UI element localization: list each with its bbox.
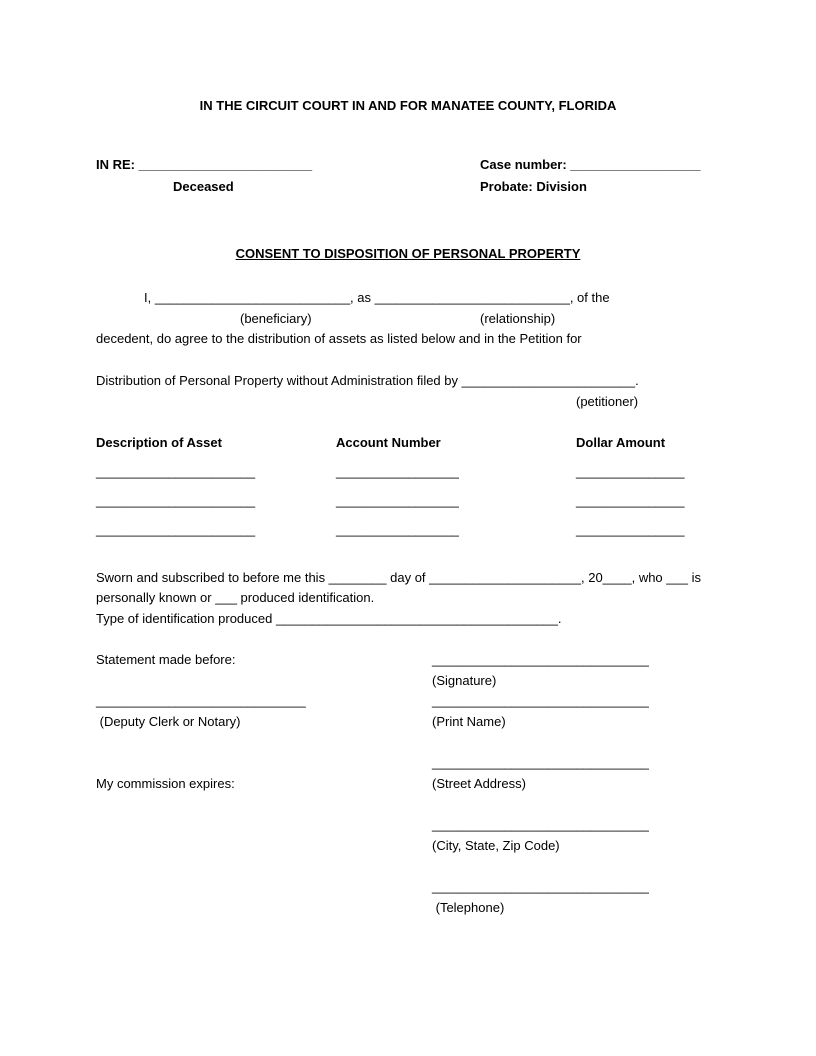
consent-line-2: decedent, do agree to the distribution of assets as listed below and in the Petition for	[96, 331, 582, 346]
street-address-label: (Street Address)	[432, 776, 526, 791]
deputy-clerk-label: (Deputy Clerk or Notary)	[96, 714, 241, 729]
column-header-description: Description of Asset	[96, 435, 222, 450]
print-name-line: ______________________________	[432, 693, 649, 708]
commission-expires-label: My commission expires:	[96, 776, 235, 791]
asset-account-blank: _________________	[336, 522, 459, 537]
signature-label: (Signature)	[432, 673, 497, 688]
asset-description-blank: ______________________	[96, 464, 256, 479]
sworn-line-2: personally known or ___ produced identification.	[96, 590, 375, 605]
asset-account-blank: _________________	[336, 464, 459, 479]
court-title: IN THE CIRCUIT COURT IN AND FOR MANATEE COUNTY, FLORIDA	[199, 98, 617, 113]
in-re-line: IN RE: ________________________	[96, 157, 313, 172]
deceased-label: Deceased	[173, 179, 234, 194]
asset-account-blank: _________________	[336, 493, 459, 508]
city-state-zip-label: (City, State, Zip Code)	[432, 838, 560, 853]
consent-line-1: I, ___________________________, as ___________________________, of the	[144, 290, 610, 305]
petitioner-label: (petitioner)	[576, 394, 639, 409]
telephone-label: (Telephone)	[432, 900, 505, 915]
identification-type-line: Type of identification produced _______________________________________.	[96, 611, 562, 626]
asset-amount-blank: _______________	[576, 493, 685, 508]
signature-line: ______________________________	[432, 652, 649, 667]
consent-line-3: Distribution of Personal Property without Administration filed by ________________________.	[96, 373, 639, 388]
sworn-line-1: Sworn and subscribed to before me this ________ day of _____________________, 20____, who ___ is	[96, 570, 701, 585]
asset-description-blank: ______________________	[96, 522, 256, 537]
deputy-signature-line: _____________________________	[96, 693, 306, 708]
column-header-account-number: Account Number	[336, 435, 441, 450]
case-number-line: Case number: __________________	[480, 157, 701, 172]
document-title: CONSENT TO DISPOSITION OF PERSONAL PROPERTY	[235, 246, 581, 261]
asset-amount-blank: _______________	[576, 522, 685, 537]
asset-description-blank: ______________________	[96, 493, 256, 508]
asset-amount-blank: _______________	[576, 464, 685, 479]
column-header-dollar-amount: Dollar Amount	[576, 435, 666, 450]
print-name-label: (Print Name)	[432, 714, 506, 729]
street-address-line: ______________________________	[432, 755, 649, 770]
city-state-zip-line: ______________________________	[432, 817, 649, 832]
statement-made-before-label: Statement made before:	[96, 652, 236, 667]
telephone-line: ______________________________	[432, 879, 649, 894]
relationship-label: (relationship)	[480, 311, 556, 326]
probate-division-label: Probate: Division	[480, 179, 587, 194]
beneficiary-label: (beneficiary)	[240, 311, 312, 326]
